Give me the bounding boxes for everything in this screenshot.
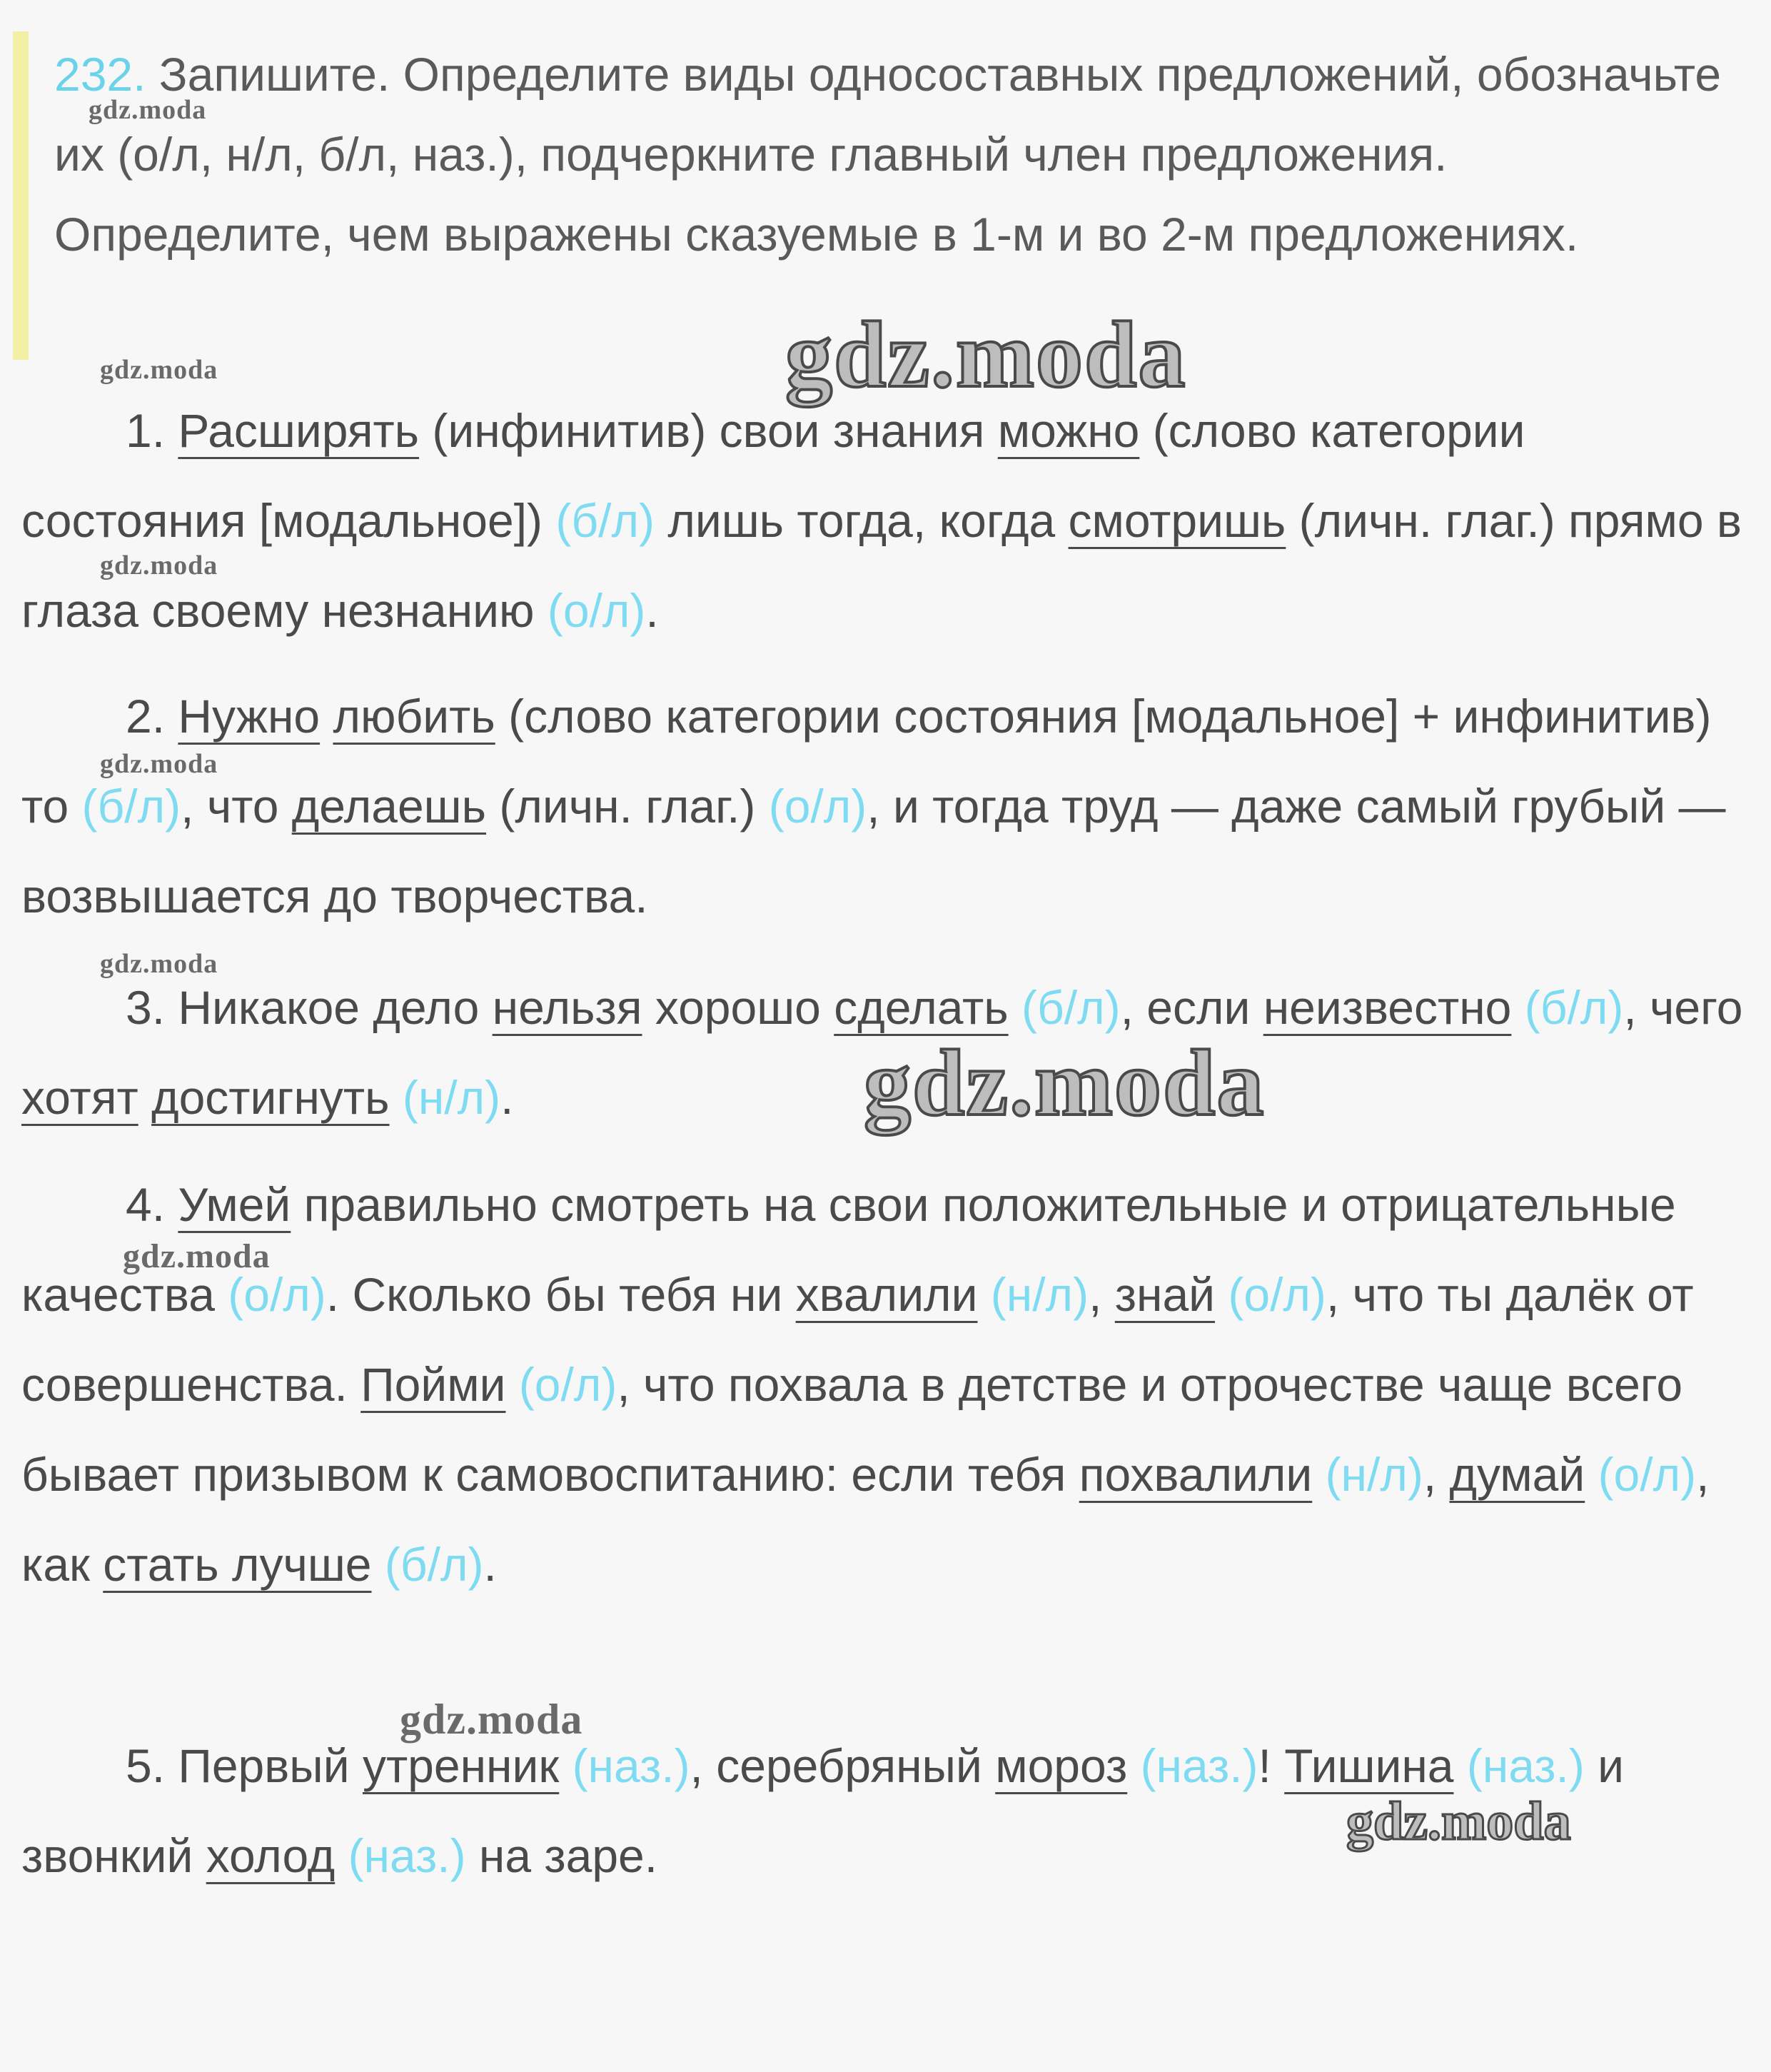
answer-sentence-4 bbox=[21, 1160, 1749, 1609]
main-member: неизвестно bbox=[1263, 981, 1512, 1034]
watermark-small: gdz.moda bbox=[400, 1696, 583, 1743]
type-label: (о/л) bbox=[1598, 1448, 1697, 1501]
main-member: Пойми bbox=[360, 1358, 506, 1411]
main-member: можно bbox=[997, 404, 1140, 457]
type-label: (о/л) bbox=[1228, 1268, 1326, 1321]
watermark-large: gdz.moda bbox=[785, 302, 1187, 407]
sentence-text: , и тогда труд — даже самый грубый — возвышается до творчества. bbox=[21, 780, 1726, 922]
main-member: знай bbox=[1114, 1268, 1216, 1321]
sentence-text: , чего bbox=[1623, 981, 1743, 1034]
sentence-text: (слово категории состояния [модальное]) bbox=[21, 404, 1525, 547]
sentence-text: Никакое дело bbox=[178, 981, 493, 1034]
sentence-text bbox=[1215, 1268, 1228, 1321]
sentence-text: (личн. глаг.) прямо в глаза своему незнанию bbox=[21, 494, 1742, 637]
sentence-text bbox=[390, 1071, 403, 1124]
main-member: думай bbox=[1449, 1448, 1585, 1501]
watermark-small: gdz.moda bbox=[100, 355, 218, 385]
type-label: (о/л) bbox=[547, 584, 646, 637]
sentence-text: , если bbox=[1120, 981, 1263, 1034]
main-member: мороз bbox=[995, 1739, 1128, 1792]
sentence-text: , как bbox=[21, 1448, 1710, 1591]
type-label: (наз.) bbox=[1466, 1739, 1585, 1792]
main-member: холод bbox=[206, 1829, 335, 1882]
sentence-text bbox=[138, 1071, 151, 1124]
sentence-text: и звонкий bbox=[21, 1739, 1625, 1882]
sentence-text bbox=[372, 1538, 385, 1591]
sentence-number: 2. bbox=[126, 690, 178, 743]
sentence-number: 3. bbox=[126, 981, 178, 1034]
main-member: утренник bbox=[362, 1739, 560, 1792]
sentence-text bbox=[505, 1358, 518, 1411]
main-member: Расширять bbox=[178, 404, 420, 457]
task-text: Запишите. Определите виды односоставных предложений, обозначьте их (о/л, н/л, б/л, наз.), подчеркните главный член предложения. Определите, чем выражены сказуемые в 1-м и во 2-м предложениях. bbox=[54, 48, 1722, 261]
sentence-text bbox=[559, 1739, 572, 1792]
main-member: стать лучше bbox=[103, 1538, 372, 1591]
sentence-text: (слово категории состояния [модальное] + инфинитив) то bbox=[21, 690, 1712, 833]
sentence-number: 4. bbox=[126, 1178, 178, 1231]
type-label: (б/л) bbox=[384, 1538, 484, 1591]
sentence-text: на заре. bbox=[465, 1829, 658, 1882]
type-label: (б/л) bbox=[81, 780, 181, 833]
type-label: (б/л) bbox=[555, 494, 655, 547]
sentence-text bbox=[1127, 1739, 1140, 1792]
sentence-text: хорошо bbox=[642, 981, 834, 1034]
sentence-text: (личн. глаг.) bbox=[486, 780, 769, 833]
type-label: (о/л) bbox=[768, 780, 867, 833]
main-member: смотришь bbox=[1068, 494, 1286, 547]
sentence-text: правильно смотреть на свои положительные и отрицательные качества bbox=[21, 1178, 1676, 1321]
task-number: 232. bbox=[54, 48, 146, 101]
sentence-text bbox=[1585, 1448, 1598, 1501]
main-member: хотят bbox=[21, 1071, 138, 1124]
sentence-text: , bbox=[1089, 1268, 1115, 1321]
sentence-text: лишь тогда, когда bbox=[654, 494, 1069, 547]
type-label: (о/л) bbox=[518, 1358, 617, 1411]
sentence-text: , серебряный bbox=[690, 1739, 996, 1792]
sentence-text bbox=[1009, 981, 1021, 1034]
task-highlight-bar bbox=[13, 31, 29, 360]
type-label: (н/л) bbox=[990, 1268, 1089, 1321]
watermark-small: gdz.moda bbox=[89, 95, 207, 125]
type-label: (н/л) bbox=[1325, 1448, 1423, 1501]
sentence-text bbox=[320, 690, 333, 743]
main-member: делаешь bbox=[291, 780, 487, 833]
sentence-text bbox=[1511, 981, 1524, 1034]
sentence-text: , что ты далёк от совершенства. bbox=[21, 1268, 1694, 1411]
sentence-text bbox=[1312, 1448, 1325, 1501]
main-member: похвалили bbox=[1079, 1448, 1313, 1501]
sentence-text: . bbox=[645, 584, 659, 637]
main-member: нельзя bbox=[492, 981, 642, 1034]
answer-sentence-1 bbox=[21, 386, 1749, 655]
main-member: хвалили bbox=[795, 1268, 978, 1321]
sentence-text: (инфинитив) свои знания bbox=[419, 404, 998, 457]
type-label: (наз.) bbox=[572, 1739, 690, 1792]
type-label: (н/л) bbox=[402, 1071, 501, 1124]
sentence-text: . bbox=[483, 1538, 497, 1591]
watermark-large: gdz.moda bbox=[864, 1030, 1266, 1135]
sentence-number: 5. bbox=[126, 1739, 178, 1792]
type-label: (наз.) bbox=[1140, 1739, 1258, 1792]
sentence-text: , bbox=[1423, 1448, 1450, 1501]
watermark-medium: gdz.moda bbox=[1346, 1791, 1571, 1851]
main-member: любить bbox=[333, 690, 495, 743]
sentence-text bbox=[1453, 1739, 1466, 1792]
sentence-text bbox=[977, 1268, 990, 1321]
sentence-text: , что bbox=[181, 780, 292, 833]
watermark-small: gdz.moda bbox=[123, 1237, 271, 1275]
type-label: (наз.) bbox=[348, 1829, 466, 1882]
type-label: (о/л) bbox=[228, 1268, 326, 1321]
sentence-text bbox=[335, 1829, 348, 1882]
main-member: сделать bbox=[834, 981, 1009, 1034]
watermark-small: gdz.moda bbox=[100, 749, 218, 779]
answer-sentence-2 bbox=[21, 671, 1749, 941]
type-label: (б/л) bbox=[1524, 981, 1624, 1034]
type-label: (б/л) bbox=[1021, 981, 1121, 1034]
watermark-small: gdz.moda bbox=[100, 550, 218, 580]
main-member: Нужно bbox=[178, 690, 321, 743]
sentence-text: . Сколько бы тебя ни bbox=[326, 1268, 796, 1321]
main-member: Тишина bbox=[1284, 1739, 1454, 1792]
main-member: Умей bbox=[178, 1178, 291, 1231]
sentence-text: Первый bbox=[178, 1739, 363, 1792]
sentence-text: ! bbox=[1258, 1739, 1285, 1792]
task-statement bbox=[54, 34, 1725, 274]
sentence-number: 1. bbox=[126, 404, 178, 457]
watermark-small: gdz.moda bbox=[100, 949, 218, 979]
sentence-text: . bbox=[500, 1071, 514, 1124]
sentence-text: , что похвала в детстве и отрочестве чаще всего бывает призывом к самовоспитанию: если тебя bbox=[21, 1358, 1683, 1501]
main-member: достигнуть bbox=[151, 1071, 390, 1124]
